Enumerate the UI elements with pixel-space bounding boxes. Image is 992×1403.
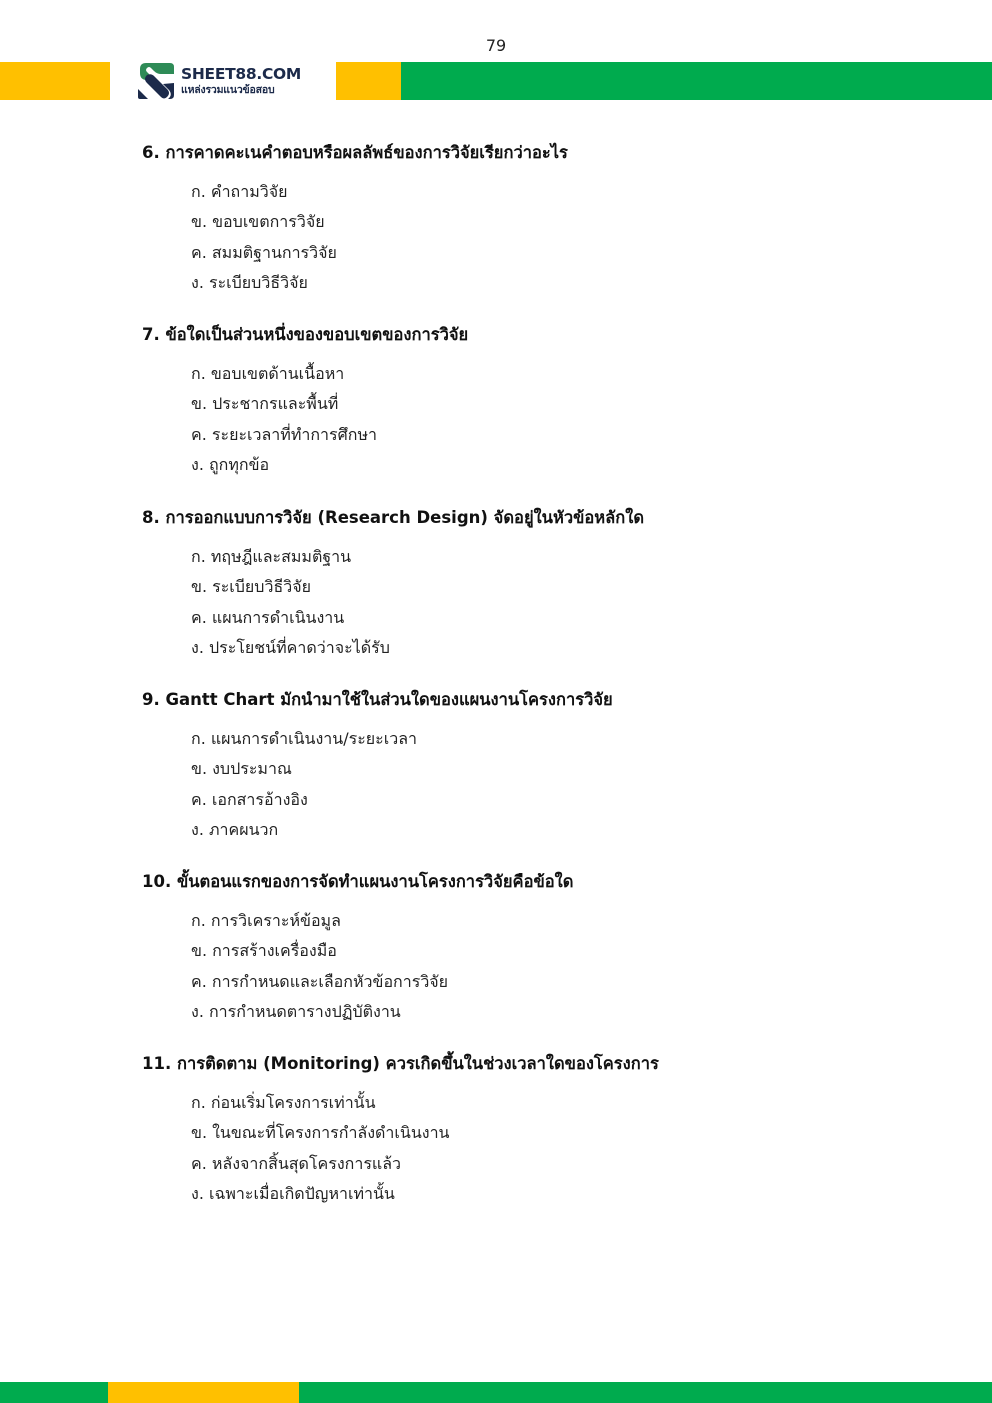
question-text: 8. การออกแบบการวิจัย (Research Design) จัดอยู่ในหัวข้อหลักใด [142, 508, 645, 527]
answer-option: ก. แผนการดำเนินงาน/ระยะเวลา [191, 729, 417, 748]
question-6 [142, 141, 568, 300]
answer-option: ก. ก่อนเริ่มโครงการเท่านั้น [191, 1093, 376, 1112]
answer-option: ง. ถูกทุกข้อ [191, 454, 270, 474]
answer-option: ข. ในขณะที่โครงการกำลังดำเนินงาน [191, 1123, 450, 1143]
footer-bar-green-left [0, 1382, 108, 1403]
question-10 [142, 870, 573, 1029]
answer-option: ง. เฉพาะเมื่อเกิดปัญหาเท่านั้น [191, 1183, 395, 1203]
answer-option: ค. การกำหนดและเลือกหัวข้อการวิจัย [191, 971, 449, 991]
question-text: 7. ข้อใดเป็นส่วนหนึ่งของขอบเขตของการวิจัย [142, 325, 469, 344]
logo-title: SHEET88.COM [181, 65, 302, 83]
sheet88-s-logo-icon [137, 62, 175, 100]
question-text: 10. ขั้นตอนแรกของการจัดทำแผนงานโครงการวิจัยคือข้อใด [142, 872, 574, 891]
answer-option: ค. แผนการดำเนินงาน [191, 607, 345, 627]
answer-option: ง. ระเบียบวิธีวิจัย [191, 272, 308, 292]
answer-option: ค. หลังจากสิ้นสุดโครงการแล้ว [191, 1153, 402, 1173]
answer-option: ข. งบประมาณ [191, 759, 292, 779]
header-bar-yellow-right [336, 62, 401, 100]
answer-option: ก. การวิเคราะห์ข้อมูล [191, 911, 341, 930]
answer-option: ข. ประชากรและพื้นที่ [191, 394, 339, 414]
footer-bar-green-right [299, 1382, 992, 1403]
question-8 [142, 506, 644, 665]
logo-subtitle: แหล่งรวมแนวข้อสอบ [181, 83, 275, 96]
answer-option: ก. ทฤษฎีและสมมติฐาน [191, 547, 352, 566]
answer-option: ค. สมมติฐานการวิจัย [191, 242, 337, 262]
answer-option: ข. ระเบียบวิธีวิจัย [191, 577, 311, 597]
question-text: 11. การติดตาม (Monitoring) ควรเกิดขึ้นในช่วงเวลาใดของโครงการ [142, 1054, 659, 1073]
answer-option: ง. ประโยชน์ที่คาดว่าจะได้รับ [191, 637, 390, 657]
footer-bar-yellow [108, 1382, 299, 1403]
answer-option: ค. เอกสารอ้างอิง [191, 789, 308, 809]
sheet88-logo [137, 62, 317, 100]
question-text: 9. Gantt Chart มักนำมาใช้ในส่วนใดของแผนงานโครงการวิจัย [142, 690, 613, 709]
header-bar-yellow-left [0, 62, 110, 100]
question-7 [142, 323, 468, 482]
answer-option: ข. ขอบเขตการวิจัย [191, 212, 325, 232]
question-9 [142, 688, 613, 847]
page-number: 79 [485, 36, 507, 55]
question-text: 6. การคาดคะเนคำตอบหรือผลลัพธ์ของการวิจัยเรียกว่าอะไร [142, 143, 568, 162]
answer-option: ก. คำถามวิจัย [191, 182, 288, 201]
question-11 [142, 1052, 659, 1211]
answer-option: ง. การกำหนดตารางปฏิบัติงาน [191, 1001, 401, 1021]
answer-option: ข. การสร้างเครื่องมือ [191, 941, 337, 961]
answer-option: ง. ภาคผนวก [191, 819, 279, 839]
answer-option: ก. ขอบเขตด้านเนื้อหา [191, 364, 345, 383]
answer-option: ค. ระยะเวลาที่ทำการศึกษา [191, 424, 377, 444]
header-bar-green [401, 62, 992, 100]
